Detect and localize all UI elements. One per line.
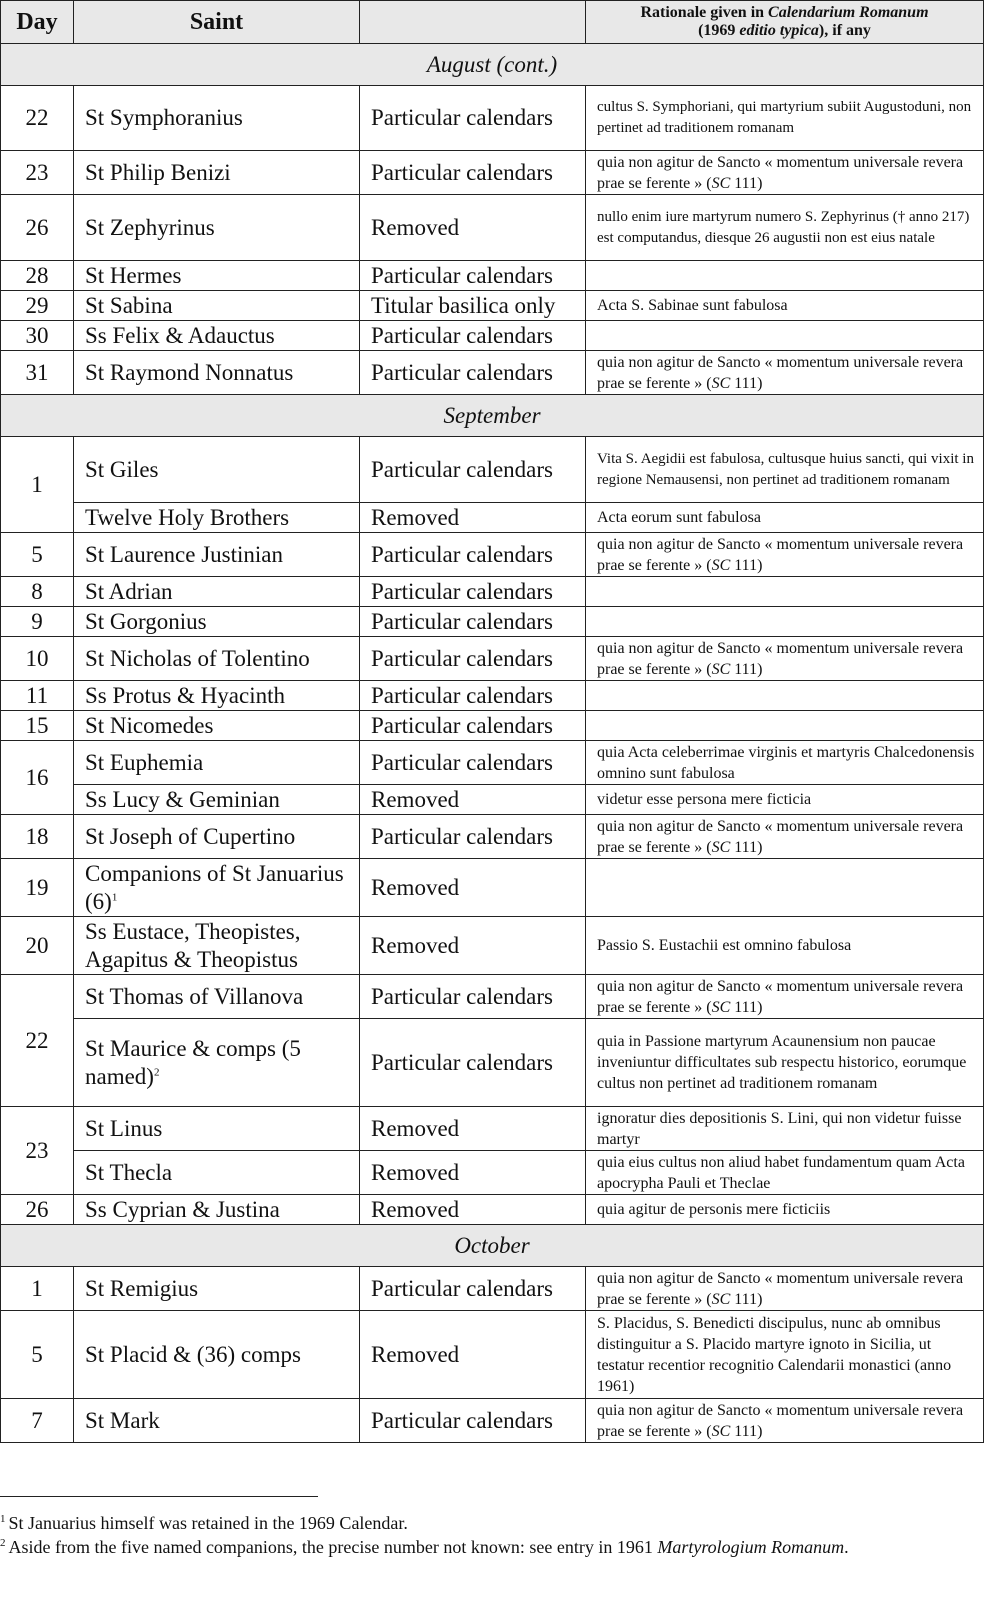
status-cell: Particular calendars (360, 577, 586, 607)
table-header-row (1, 1, 984, 44)
day-cell: 29 (1, 291, 74, 321)
status-cell: Particular calendars (360, 637, 586, 681)
month-row (1, 395, 984, 437)
rationale-cell: quia in Passione martyrum Acaunensium non paucae inveniuntur difficultates sub respectu historico, eorumque cultus non pertinet ad traditionem romanam (586, 1019, 984, 1107)
status-cell: Removed (360, 1311, 586, 1399)
rationale-cell (586, 681, 984, 711)
rationale-cell: Passio S. Eustachii est omnino fabulosa (586, 917, 984, 975)
day-cell: 1 (1, 1267, 74, 1311)
saint-cell: St Linus (74, 1107, 360, 1151)
day-cell: 22 (1, 975, 74, 1107)
status-cell: Particular calendars (360, 681, 586, 711)
header-day: Day (1, 1, 74, 44)
day-cell: 15 (1, 711, 74, 741)
table-row (1, 503, 984, 533)
table-row (1, 741, 984, 785)
day-cell: 8 (1, 577, 74, 607)
status-cell: Particular calendars (360, 86, 586, 151)
table-row (1, 917, 984, 975)
day-cell: 28 (1, 261, 74, 291)
table-row (1, 1107, 984, 1151)
day-cell: 20 (1, 917, 74, 975)
table-row (1, 1267, 984, 1311)
saint-cell: St Giles (74, 437, 360, 503)
footnote-divider (0, 1496, 318, 1497)
status-cell: Particular calendars (360, 351, 586, 395)
rationale-cell: quia agitur de personis mere ficticiis (586, 1195, 984, 1225)
saint-cell: St Adrian (74, 577, 360, 607)
status-cell: Particular calendars (360, 711, 586, 741)
rationale-cell: quia non agitur de Sancto « momentum universale revera prae se ferente » (SC 111) (586, 351, 984, 395)
saint-cell: Ss Lucy & Geminian (74, 785, 360, 815)
status-cell: Removed (360, 195, 586, 261)
status-cell: Particular calendars (360, 261, 586, 291)
status-cell: Removed (360, 1107, 586, 1151)
table-row (1, 321, 984, 351)
status-cell: Particular calendars (360, 151, 586, 195)
saint-cell: Ss Eustace, Theopistes, Agapitus & Theopistus (74, 917, 360, 975)
rationale-cell: quia non agitur de Sancto « momentum universale revera prae se ferente » (SC 111) (586, 151, 984, 195)
saint-cell: St Gorgonius (74, 607, 360, 637)
saint-cell: St Hermes (74, 261, 360, 291)
rationale-cell: quia non agitur de Sancto « momentum universale revera prae se ferente » (SC 111) (586, 637, 984, 681)
rationale-cell: Acta S. Sabinae sunt fabulosa (586, 291, 984, 321)
saint-cell: Companions of St Januarius $(6)^1$ (74, 859, 360, 917)
status-cell: Particular calendars (360, 815, 586, 859)
rationale-cell: quia non agitur de Sancto « momentum universale revera prae se ferente » (SC 111) (586, 1267, 984, 1311)
status-cell: Removed (360, 1151, 586, 1195)
saint-cell: St Thomas of Villanova (74, 975, 360, 1019)
table-row (1, 86, 984, 151)
footnote-ref: 2 (153, 1065, 160, 1078)
day-cell: 5 (1, 533, 74, 577)
saint-cell: St Maurice & comps (5 named)$^2$ (74, 1019, 360, 1107)
day-cell: 18 (1, 815, 74, 859)
saint-cell: St Sabina (74, 291, 360, 321)
day-cell: 10 (1, 637, 74, 681)
status-cell: Particular calendars (360, 1019, 586, 1107)
table-row (1, 533, 984, 577)
rationale-cell: quia non agitur de Sancto « momentum universale revera prae se ferente » (SC 111) (586, 1399, 984, 1443)
rationale-cell: Acta eorum sunt fabulosa (586, 503, 984, 533)
rationale-cell (586, 577, 984, 607)
header-rationale: Rationale given in Calendarium Romanum (1969 editio typica), if any (586, 1, 984, 44)
rationale-cell: quia non agitur de Sancto « momentum universale revera prae se ferente » (SC 111) (586, 975, 984, 1019)
saint-cell: St Philip Benizi (74, 151, 360, 195)
status-cell: Particular calendars (360, 1267, 586, 1311)
day-cell: 11 (1, 681, 74, 711)
month-october: October (1, 1225, 984, 1267)
saint-cell: Ss Felix & Adauctus (74, 321, 360, 351)
table-row (1, 195, 984, 261)
status-cell: Particular calendars (360, 321, 586, 351)
rationale-cell: nullo enim iure martyrum numero S. Zephyrinus († anno 217) est computandus, diesque 26 augustii non est eius natale (586, 195, 984, 261)
month-august: August (cont.) (1, 44, 984, 86)
saint-cell: St Thecla (74, 1151, 360, 1195)
month-row (1, 44, 984, 86)
saint-cell: St Euphemia (74, 741, 360, 785)
rationale-cell: quia Acta celeberrimae virginis et martyris Chalcedonensis omnino sunt fabulosa (586, 741, 984, 785)
day-cell: 5 (1, 1311, 74, 1399)
day-cell: 26 (1, 1195, 74, 1225)
day-cell: 30 (1, 321, 74, 351)
table-row (1, 859, 984, 917)
table-row (1, 711, 984, 741)
day-cell: 23 (1, 1107, 74, 1195)
saint-cell: St Joseph of Cupertino (74, 815, 360, 859)
day-cell: 31 (1, 351, 74, 395)
rationale-cell (586, 711, 984, 741)
status-cell: Particular calendars (360, 437, 586, 503)
status-cell: Removed (360, 1195, 586, 1225)
day-cell: 26 (1, 195, 74, 261)
table-row (1, 291, 984, 321)
rationale-cell: Vita S. Aegidii est fabulosa, cultusque huius sancti, qui vixit in regione Nemausensi, non pertinet ad traditionem romanam (586, 437, 984, 503)
footnotes (0, 1496, 990, 1559)
table-row (1, 1399, 984, 1443)
rationale-cell: quia eius cultus non aliud habet fundamentum quam Acta apocrypha Pauli et Theclae (586, 1151, 984, 1195)
saint-cell: St Nicholas of Tolentino (74, 637, 360, 681)
rationale-cell: videtur esse persona mere ficticia (586, 785, 984, 815)
footnote-1: $^1$ St Januarius himself was retained in the 1969 Calendar. (0, 1513, 408, 1533)
status-cell: Removed (360, 859, 586, 917)
rationale-cell: ignoratur dies depositionis S. Lini, qui non videtur fuisse martyr (586, 1107, 984, 1151)
day-cell: 9 (1, 607, 74, 637)
table-row (1, 637, 984, 681)
footnote-2: $^2$ Aside from the five named companions, the precise number not known: see entry in 1961 Martyrologium Romanum. (0, 1537, 849, 1557)
header-saint: Saint (74, 1, 360, 44)
saint-cell: St Raymond Nonnatus (74, 351, 360, 395)
saint-cell: St Remigius (74, 1267, 360, 1311)
saint-cell: Ss Protus & Hyacinth (74, 681, 360, 711)
footnote-ref: 1 (111, 890, 118, 903)
day-cell: 1 (1, 437, 74, 533)
saint-cell: Twelve Holy Brothers (74, 503, 360, 533)
table-row (1, 815, 984, 859)
saint-cell: St Laurence Justinian (74, 533, 360, 577)
table-row (1, 261, 984, 291)
status-cell: Particular calendars (360, 741, 586, 785)
rationale-cell (586, 607, 984, 637)
rationale-cell (586, 261, 984, 291)
day-cell: 16 (1, 741, 74, 815)
status-cell: Particular calendars (360, 607, 586, 637)
rationale-cell: quia non agitur de Sancto « momentum universale revera prae se ferente » (SC 111) (586, 815, 984, 859)
saint-cell: St Symphoranius (74, 86, 360, 151)
saint-cell: St Nicomedes (74, 711, 360, 741)
table-row (1, 1019, 984, 1107)
table-row (1, 975, 984, 1019)
rationale-cell: quia non agitur de Sancto « momentum universale revera prae se ferente » (SC 111) (586, 533, 984, 577)
header-status (360, 1, 586, 44)
rationale-cell: cultus S. Symphoriani, qui martyrium subiit Augustoduni, non pertinet ad traditionem romanam (586, 86, 984, 151)
day-cell: 19 (1, 859, 74, 917)
status-cell: Removed (360, 785, 586, 815)
saint-cell: Ss Cyprian & Justina (74, 1195, 360, 1225)
status-cell: Titular basilica only (360, 291, 586, 321)
month-september: September (1, 395, 984, 437)
saint-cell: St Mark (74, 1399, 360, 1443)
status-cell: Particular calendars (360, 533, 586, 577)
table-row (1, 681, 984, 711)
table-row (1, 351, 984, 395)
table-row (1, 1311, 984, 1399)
saint-cell: St Zephyrinus (74, 195, 360, 261)
table-row (1, 1195, 984, 1225)
table-row (1, 577, 984, 607)
day-cell: 22 (1, 86, 74, 151)
table-row (1, 607, 984, 637)
table-row (1, 437, 984, 503)
rationale-cell (586, 321, 984, 351)
rationale-cell: S. Placidus, S. Benedicti discipulus, nunc ab omnibus distinguitur a S. Placido martyre ignoto in Sicilia, ut testatur recentior recognitio Calendarii monastici (anno 1961) (586, 1311, 984, 1399)
status-cell: Particular calendars (360, 975, 586, 1019)
month-row (1, 1225, 984, 1267)
status-cell: Particular calendars (360, 1399, 586, 1443)
table-row (1, 151, 984, 195)
status-cell: Removed (360, 503, 586, 533)
rationale-cell (586, 859, 984, 917)
table-row (1, 1151, 984, 1195)
table-row (1, 785, 984, 815)
day-cell: 7 (1, 1399, 74, 1443)
saint-cell: St Placid & (36) comps (74, 1311, 360, 1399)
day-cell: 23 (1, 151, 74, 195)
status-cell: Removed (360, 917, 586, 975)
